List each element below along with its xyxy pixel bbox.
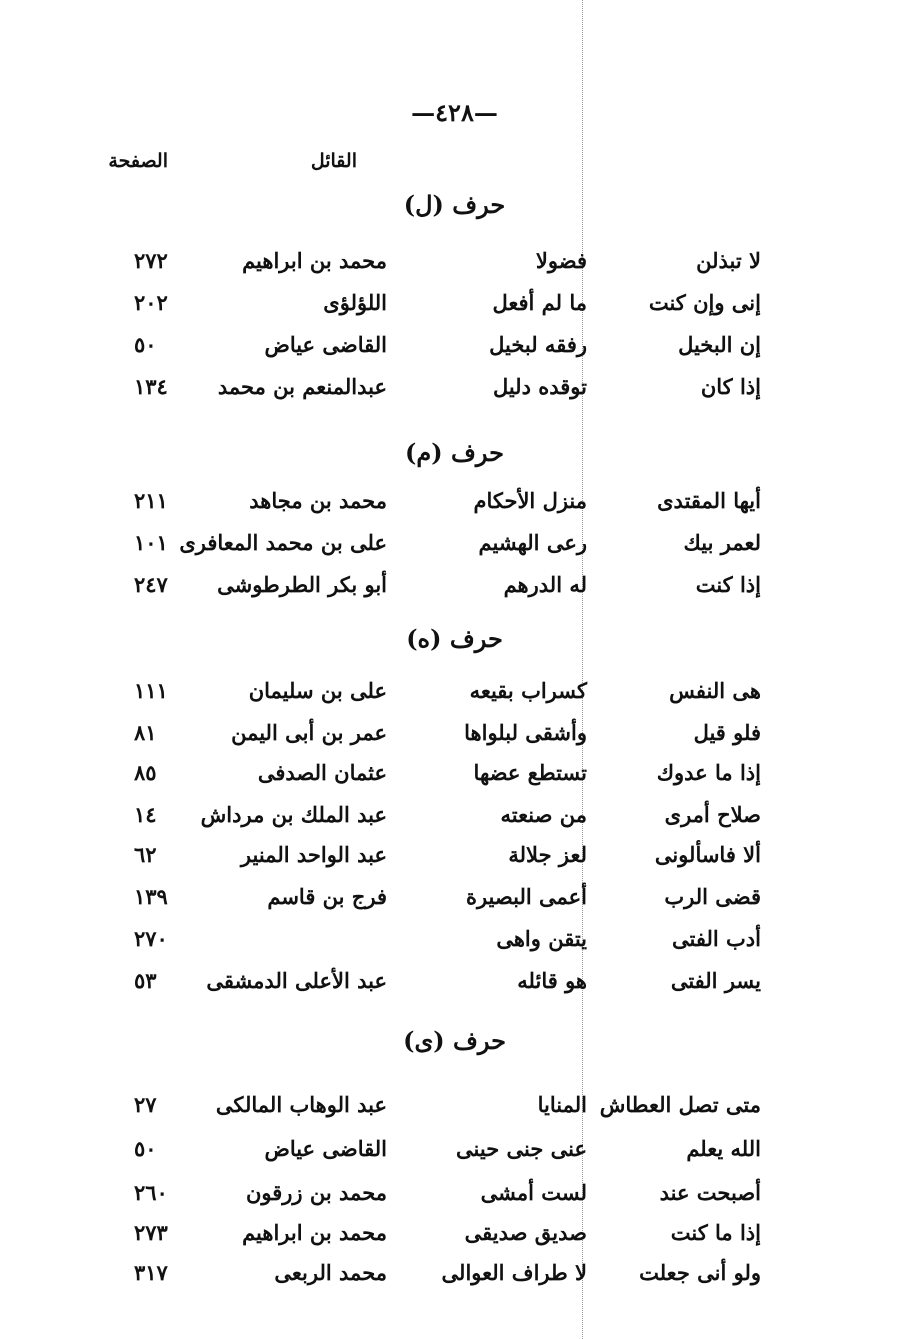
rhyme-words: كسراب بقيعه (469, 678, 587, 703)
speaker-name: عبدالمنعم بن محمد (217, 374, 387, 399)
index-row (0, 926, 909, 966)
first-words: لا تبذلن (696, 248, 761, 273)
first-words: ألا فاسألونى (654, 842, 761, 867)
page-ref: ٢٠٢ (134, 290, 168, 315)
speaker-name: عبد الملك بن مرداش (200, 802, 387, 827)
rhyme-words: فضولا (535, 248, 587, 273)
rhyme-words: لعز جلالة (508, 842, 587, 867)
speaker-name: اللؤلؤى (323, 290, 387, 315)
section-title-lam: حرف (ل) (403, 190, 506, 219)
speaker-name: محمد بن زرقون (245, 1180, 387, 1205)
rhyme-words: صديق صديقى (464, 1220, 587, 1245)
page-ref: ٢٧٠ (134, 926, 168, 951)
index-row (0, 968, 909, 1008)
rhyme-words: منزل الأحكام (473, 488, 587, 513)
first-words: قضى الرب (664, 884, 761, 909)
speaker-name: محمد بن مجاهد (249, 488, 387, 513)
page-ref: ٥٣ (134, 968, 157, 993)
section-title-ya: حرف (ى) (403, 1026, 506, 1055)
page-ref: ٢٧٢ (134, 248, 168, 273)
index-row (0, 1260, 909, 1300)
page-ref: ٢٧ (134, 1092, 157, 1117)
rhyme-words: تستطع عضها (473, 760, 587, 785)
speaker-name: محمد بن ابراهيم (242, 248, 387, 273)
index-row (0, 1092, 909, 1132)
index-row (0, 248, 909, 288)
rhyme-words: عنى جنى حينى (456, 1136, 587, 1161)
index-row (0, 488, 909, 528)
index-row (0, 332, 909, 372)
first-words: لعمر بيك (683, 530, 761, 555)
index-row (0, 1136, 909, 1176)
rhyme-words: المنايا (537, 1092, 587, 1117)
index-row (0, 678, 909, 718)
page-ref: ٥٠ (134, 332, 157, 357)
page-ref: ٨١ (134, 720, 157, 745)
first-words: متى تصل العطاش (599, 1092, 761, 1117)
index-row (0, 530, 909, 570)
index-row (0, 572, 909, 612)
first-words: إذا كنت (695, 572, 761, 597)
speaker-name: القاضى عياض (264, 332, 387, 357)
page-ref: ٦٢ (134, 842, 157, 867)
index-row (0, 720, 909, 760)
index-row (0, 290, 909, 330)
index-row (0, 374, 909, 414)
rhyme-words: وأشقى لبلواها (464, 720, 587, 745)
index-row (0, 760, 909, 800)
first-words: أيها المقتدى (657, 488, 761, 513)
page-ref: ٢١١ (134, 488, 168, 513)
page-ref: ٢٧٣ (134, 1220, 168, 1245)
speaker-name: محمد الربعى (274, 1260, 387, 1285)
first-words: أصبحت عند (659, 1180, 761, 1205)
page-ref: ٣١٧ (134, 1260, 168, 1285)
first-words: ولو أنى جعلت (639, 1260, 761, 1285)
page-ref: ١٣٩ (134, 884, 168, 909)
speaker-name: عثمان الصدفى (257, 760, 387, 785)
rhyme-words: من صنعته (500, 802, 587, 827)
page-ref: ٥٠ (134, 1136, 157, 1161)
first-words: فلو قيل (693, 720, 761, 745)
first-words: أدب الفتى (672, 926, 761, 951)
page-ref: ١٤ (134, 802, 157, 827)
index-row (0, 842, 909, 882)
column-header-page: الصفحة (108, 150, 168, 172)
speaker-name: عمر بن أبى اليمن (231, 720, 387, 745)
column-header-speaker: القائل (310, 150, 357, 172)
speaker-name: على بن محمد المعافرى (179, 530, 387, 555)
rhyme-words: رعى الهشيم (478, 530, 587, 555)
speaker-name: عبد الأعلى الدمشقى (206, 968, 387, 993)
rhyme-words: ما لم أفعل (492, 290, 587, 315)
first-words: إنى وإن كنت (648, 290, 761, 315)
speaker-name: القاضى عياض (264, 1136, 387, 1161)
first-words: يسر الفتى (670, 968, 761, 993)
page-ref: ١٣٤ (134, 374, 168, 399)
first-words: صلاح أمرى (664, 802, 761, 827)
first-words: إذا كان (700, 374, 761, 399)
page-ref: ٢٦٠ (134, 1180, 168, 1205)
rhyme-words: أعمى البصيرة (465, 884, 587, 909)
index-row (0, 1180, 909, 1220)
index-row (0, 802, 909, 842)
page-ref: ٢٤٧ (134, 572, 168, 597)
rhyme-words: هو قائله (517, 968, 587, 993)
speaker-name: فرج بن قاسم (267, 884, 387, 909)
speaker-name: عبد الواحد المنير (240, 842, 387, 867)
page-number: —٤٢٨— (411, 98, 498, 127)
rhyme-words: رفقه لبخيل (489, 332, 587, 357)
rhyme-words: لست أمشى (480, 1180, 587, 1205)
index-row (0, 1220, 909, 1260)
speaker-name: على بن سليمان (248, 678, 387, 703)
rhyme-words: له الدرهم (503, 572, 587, 597)
rhyme-words: توقده دليل (492, 374, 587, 399)
index-row (0, 884, 909, 924)
speaker-name: أبو بكر الطرطوشى (217, 572, 387, 597)
rhyme-words: لا طراف العوالى (441, 1260, 587, 1285)
page-ref: ٨٥ (134, 760, 157, 785)
page-ref: ١٠١ (134, 530, 168, 555)
first-words: الله يعلم (686, 1136, 761, 1161)
first-words: إذا ما كنت (670, 1220, 761, 1245)
rhyme-words: يتقن واهى (496, 926, 587, 951)
page-ref: ١١١ (134, 678, 168, 703)
speaker-name: عبد الوهاب المالكى (215, 1092, 387, 1117)
speaker-name: محمد بن ابراهيم (242, 1220, 387, 1245)
section-title-mim: حرف (م) (405, 438, 504, 467)
first-words: إذا ما عدوك (656, 760, 761, 785)
first-words: إن البخيل (678, 332, 761, 357)
section-title-ha: حرف (ه) (406, 624, 503, 653)
first-words: هى النفس (669, 678, 761, 703)
